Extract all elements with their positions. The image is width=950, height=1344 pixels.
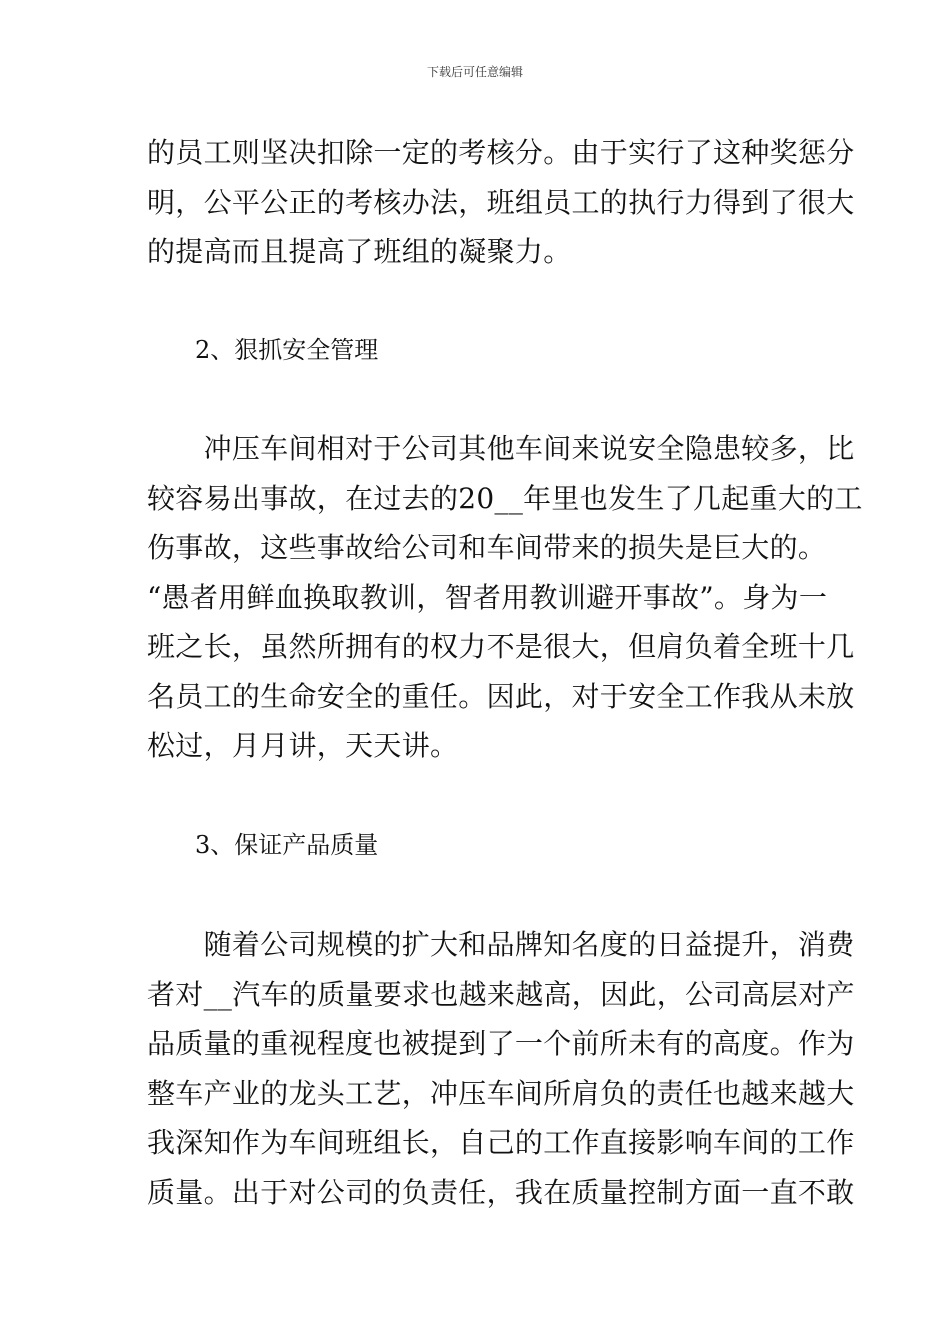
page-header: 下载后可任意编辑	[426, 65, 523, 79]
text-line: 名员工的生命安全的重任。因此，对于安全工作我从未放	[147, 679, 855, 713]
text-line: 冲压车间相对于公司其他车间来说安全隐患较多，比	[147, 432, 855, 465]
text-line: 松过，月月讲，天天讲。	[147, 729, 459, 762]
text-line: 的提高而且提高了班组的凝聚力。	[147, 235, 572, 268]
text-line: 质量。出于对公司的负责任，我在质量控制方面一直不敢	[147, 1175, 855, 1209]
text-line: 较容易出事故，在过去的20__年里也发生了几起重大的工	[147, 481, 863, 515]
text-line: 整车产业的龙头工艺，冲压车间所肩负的责任也越来越大	[147, 1076, 855, 1110]
text-line: 明，公平公正的考核办法，班组员工的执行力得到了很大	[147, 185, 855, 219]
text-line: 的员工则坚决扣除一定的考核分。由于实行了这种奖惩分	[147, 136, 855, 169]
text-line: 我深知作为车间班组长，自己的工作直接影响车间的工作	[147, 1126, 855, 1159]
text-line: 随着公司规模的扩大和品牌知名度的日益提升，消费	[147, 928, 855, 961]
text-line: 者对__汽车的质量要求也越来越高，因此，公司高层对产	[147, 977, 855, 1011]
text-line: 品质量的重视程度也被提到了一个前所未有的高度。作为	[147, 1027, 855, 1060]
text-line: 伤事故，这些事故给公司和车间带来的损失是巨大的。	[147, 531, 827, 564]
paragraph-safety	[147, 424, 863, 771]
paragraph-performance-review	[147, 128, 855, 277]
text-line: 班之长，虽然所拥有的权力不是很大，但肩负着全班十几	[147, 630, 855, 663]
paragraph-quality	[147, 920, 855, 1217]
section-heading-quality: 3、保证产品质量	[195, 831, 379, 859]
section-heading-safety: 2、狠抓安全管理	[195, 336, 379, 364]
text-line: “愚者用鲜血换取教训，智者用教训避开事故”。身为一	[147, 580, 828, 614]
